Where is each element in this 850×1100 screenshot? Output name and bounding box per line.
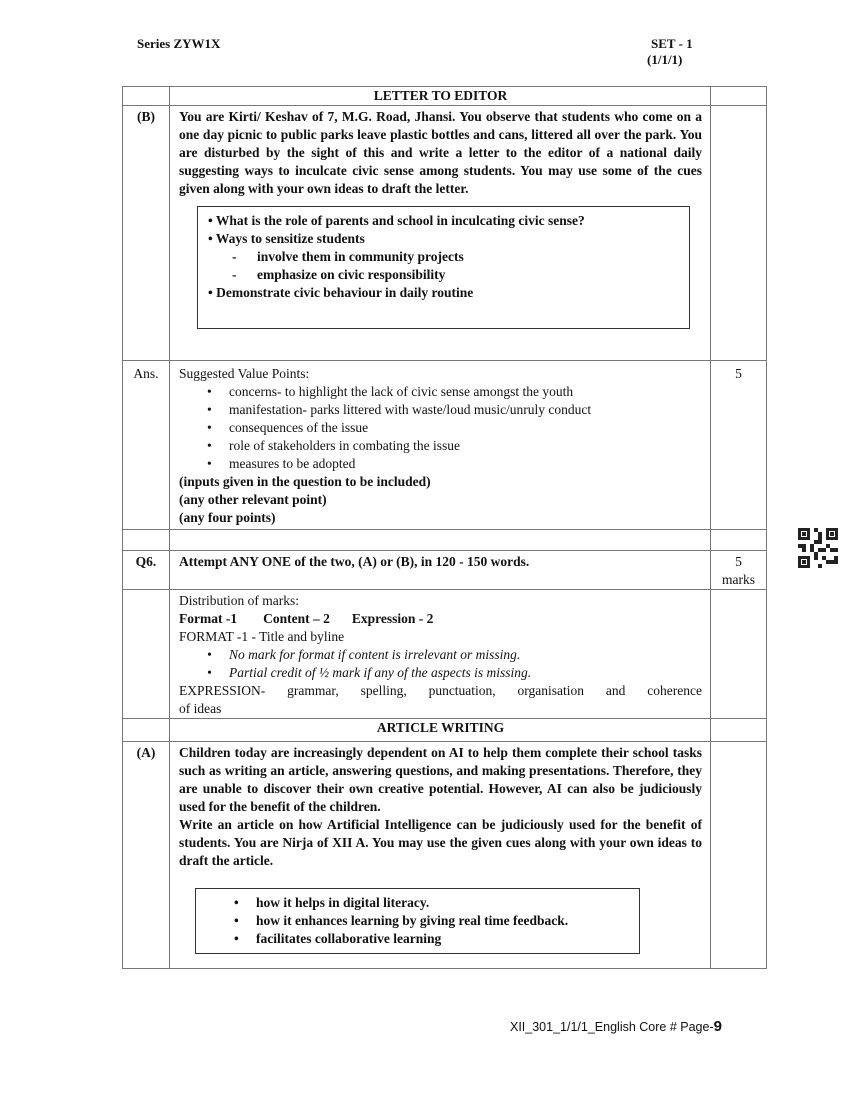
distribution-heading: Distribution of marks: bbox=[179, 593, 299, 608]
list-item: • how it helps in digital literacy. bbox=[256, 894, 631, 912]
question-label-q6: Q6. bbox=[123, 551, 170, 590]
table-row bbox=[123, 87, 767, 106]
letter-cues-box bbox=[197, 206, 690, 329]
answer-heading: Suggested Value Points: bbox=[179, 366, 310, 381]
list-item: • facilitates collaborative learning bbox=[256, 930, 631, 948]
marks-word: marks bbox=[722, 572, 755, 587]
table-row bbox=[123, 551, 767, 590]
list-item: • how it enhances learning by giving real time feedback. bbox=[256, 912, 631, 930]
marks-value: 5 bbox=[711, 361, 767, 530]
list-item: • manifestation- parks littered with waste/loud music/unruly conduct bbox=[229, 401, 702, 419]
article-para: Write an article on how Artificial Intelligence can be judiciously used for the benefit of students. You are Nirja of XII A. You may use the given cues along with your own ideas to draft the article. bbox=[179, 817, 702, 868]
section-title-letter: LETTER TO EDITOR bbox=[170, 87, 711, 106]
table-row bbox=[123, 590, 767, 719]
answer-cell bbox=[170, 361, 711, 530]
series-code: Series ZYW1X bbox=[137, 36, 221, 51]
page-footer bbox=[510, 1018, 722, 1035]
question-label-a: (A) bbox=[123, 742, 170, 969]
qr-code-icon bbox=[798, 528, 838, 568]
marks-distribution-cell bbox=[170, 590, 711, 719]
list-item: • role of stakeholders in combating the issue bbox=[229, 437, 702, 455]
value-points-list bbox=[179, 383, 702, 473]
table-row bbox=[123, 361, 767, 530]
letter-question-text: You are Kirti/ Keshav of 7, M.G. Road, Jhansi. You observe that students who come on a one day picnic to public parks leave plastic bottles and cans, littered all over the park. You are disturbed by the sight of this and write a letter to the editor of a national daily suggesting ways to inculcate civic sense among students. You may use some of the cues given along with your own ideas to draft the letter. bbox=[179, 109, 702, 196]
q6-marks bbox=[711, 551, 767, 590]
list-item: • concerns- to highlight the lack of civic sense amongst the youth bbox=[229, 383, 702, 401]
cue-item: • What is the role of parents and school in inculcating civic sense? bbox=[208, 213, 585, 228]
ans-label: Ans. bbox=[123, 361, 170, 530]
set-code: (1/1/1) bbox=[647, 52, 683, 67]
question-label-b: (B) bbox=[123, 106, 170, 361]
answer-note: (any other relevant point) bbox=[179, 492, 327, 507]
letter-question-cell bbox=[170, 106, 711, 361]
table-row bbox=[123, 530, 767, 551]
article-para: Children today are increasingly dependent on AI to help them complete their school tasks such as writing an article, answering questions, and making presentations. Therefore, they are unable to discover their own creative potential. However, AI can also be judiciously used for the benefit of the children. bbox=[179, 745, 702, 814]
list-item: • Partial credit of ½ mark if any of the aspects is missing. bbox=[229, 664, 702, 682]
page-number: 9 bbox=[713, 1018, 722, 1035]
expression-line: of ideas bbox=[179, 701, 222, 716]
cue-item: • Demonstrate civic behaviour in daily routine bbox=[208, 285, 474, 300]
footer-code: XII_301_1/1/1_English Core # Page- bbox=[510, 1020, 714, 1034]
format-bullets bbox=[179, 646, 702, 682]
table-row bbox=[123, 106, 767, 361]
list-item: • consequences of the issue bbox=[229, 419, 702, 437]
list-item: • No mark for format if content is irrelevant or missing. bbox=[229, 646, 702, 664]
marks-number: 5 bbox=[735, 554, 742, 569]
section-title-article: ARTICLE WRITING bbox=[170, 719, 711, 742]
set-label: SET - 1 bbox=[651, 36, 693, 51]
cue-subitem: - emphasize on civic responsibility bbox=[232, 267, 446, 282]
marking-scheme-table bbox=[122, 86, 767, 969]
cue-subitem: - involve them in community projects bbox=[232, 249, 464, 264]
answer-note: (inputs given in the question to be included) bbox=[179, 474, 431, 489]
article-cues-box bbox=[195, 888, 640, 954]
format-line: FORMAT -1 - Title and byline bbox=[179, 629, 345, 644]
list-item: • measures to be adopted bbox=[229, 455, 702, 473]
article-question-cell bbox=[170, 742, 711, 969]
table-row bbox=[123, 719, 767, 742]
table-row bbox=[123, 742, 767, 969]
distribution-marks: Format -1 Content – 2 Expression - 2 bbox=[179, 611, 434, 626]
expression-line: EXPRESSION- grammar, spelling, punctuation, organisation and coherence bbox=[179, 683, 702, 698]
q6-instruction: Attempt ANY ONE of the two, (A) or (B), in 120 - 150 words. bbox=[170, 551, 711, 590]
answer-note: (any four points) bbox=[179, 510, 276, 525]
cue-item: • Ways to sensitize students bbox=[208, 231, 365, 246]
